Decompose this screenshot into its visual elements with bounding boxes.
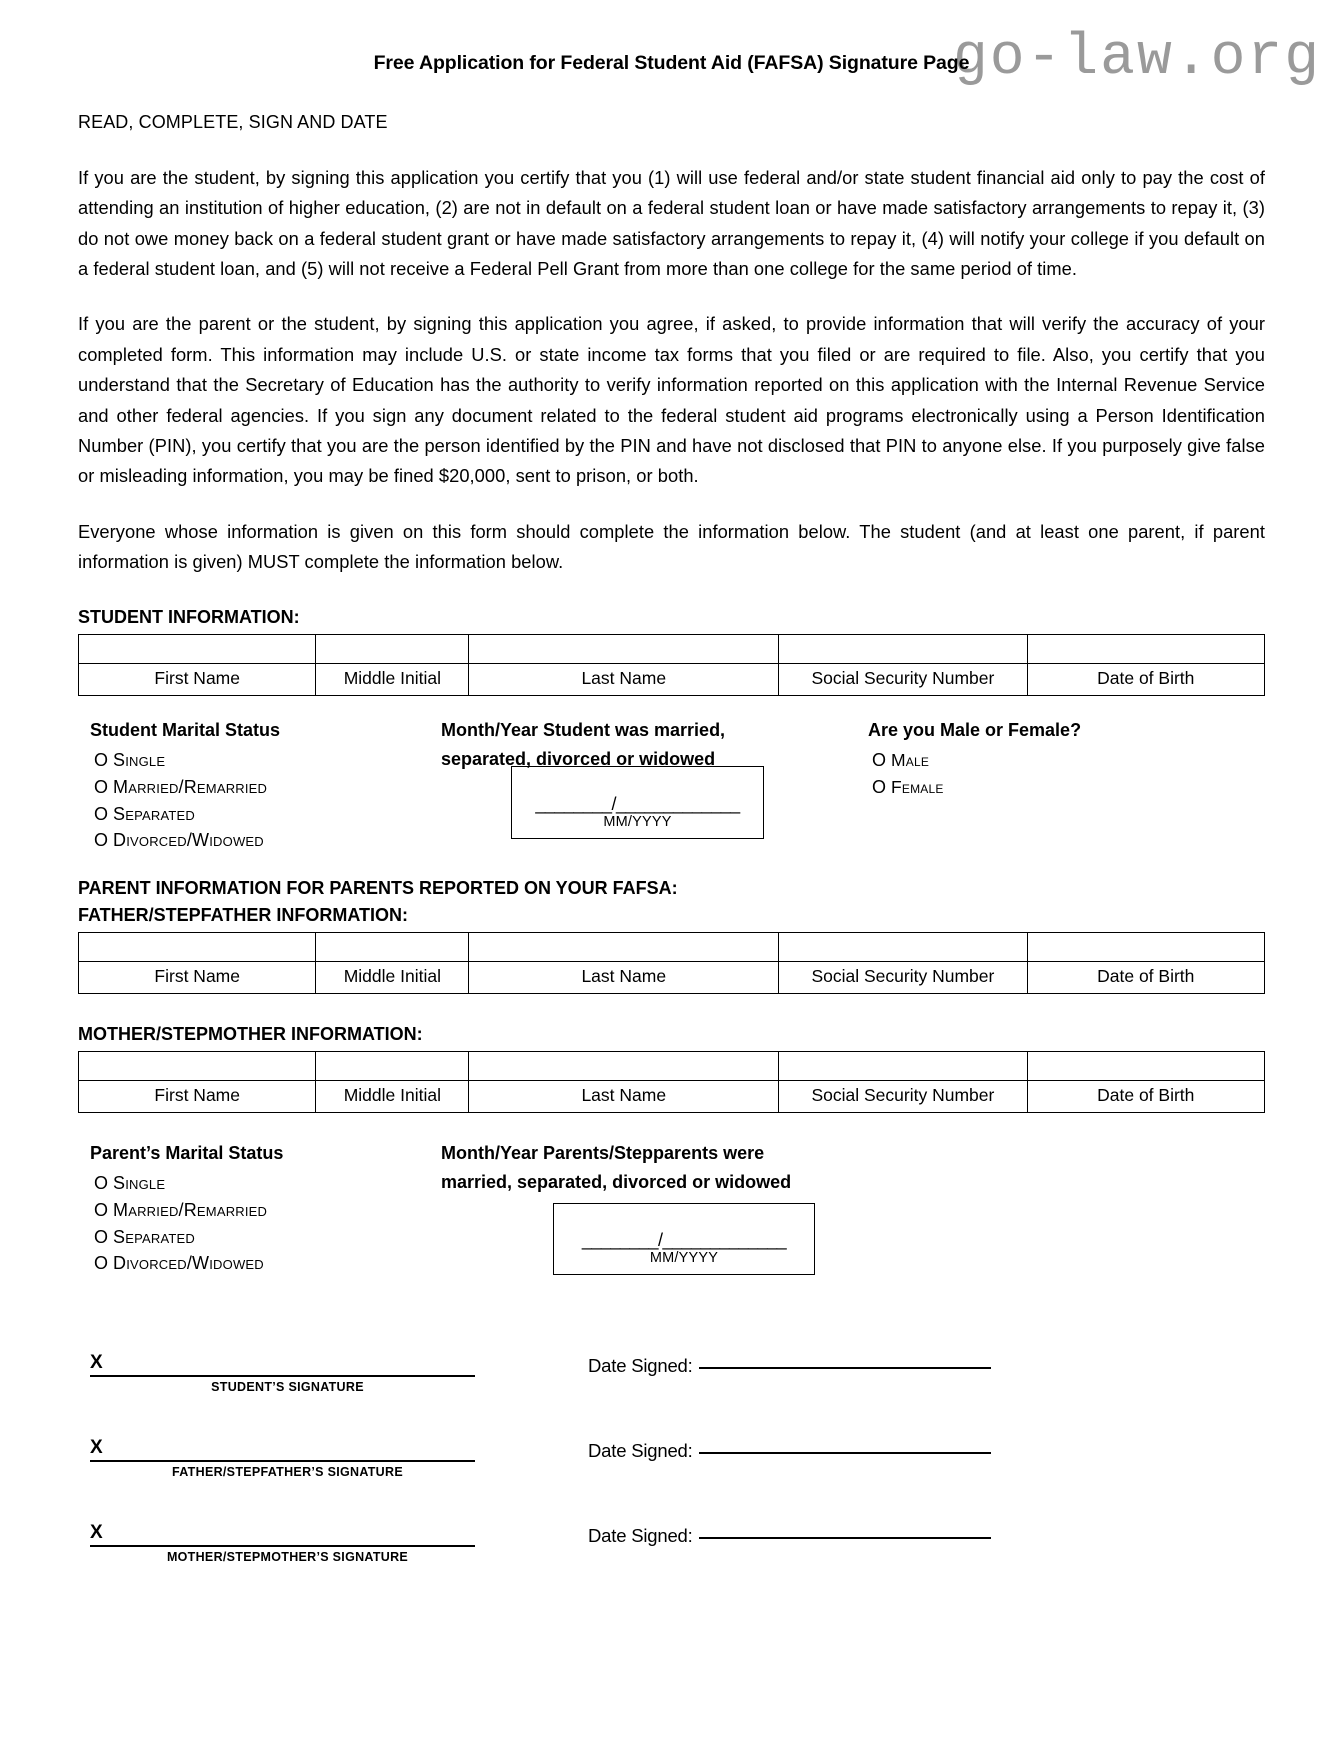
table-row	[79, 962, 1265, 994]
student-month-year-inner	[512, 795, 763, 830]
parent-marital-status-group	[90, 1141, 430, 1277]
date-signed-label: Date Signed:	[588, 1355, 693, 1377]
radio-bubble-icon: O	[872, 749, 887, 770]
father-date-signed-field[interactable]	[699, 1452, 991, 1454]
column-label-first-name: First Name	[79, 1081, 316, 1113]
option-label: Male	[891, 749, 930, 770]
column-label-last-name: Last Name	[469, 962, 779, 994]
parent-marital-option-separated[interactable]	[94, 1224, 430, 1251]
parent-month-year-inner	[554, 1231, 814, 1266]
column-label-first-name: First Name	[79, 664, 316, 696]
parent-month-year-title-line2: married, separated, divorced or widowed	[441, 1171, 792, 1192]
mother-signature-row	[78, 1523, 1265, 1608]
column-label-dob: Date of Birth	[1027, 1081, 1264, 1113]
sex-question-group	[868, 718, 1198, 800]
radio-bubble-icon: O	[94, 830, 109, 851]
instruction-subtitle: READ, COMPLETE, SIGN AND DATE	[78, 112, 388, 132]
table-row	[79, 664, 1265, 696]
parent-marital-option-married-remarried[interactable]	[94, 1197, 430, 1224]
student-month-year-format-label: MM/YYYY	[603, 814, 672, 831]
mother-signature-block	[90, 1523, 475, 1564]
student-signature-row	[78, 1353, 1265, 1438]
student-signature-block	[90, 1353, 475, 1394]
radio-bubble-icon: O	[94, 1199, 109, 1220]
mother-information-heading: MOTHER/STEPMOTHER INFORMATION:	[78, 1024, 423, 1045]
mother-date-signed-field[interactable]	[699, 1537, 991, 1539]
option-label: Female	[891, 776, 944, 797]
student-month-year-blank-line: ________/_____________	[535, 794, 740, 815]
student-month-year-group	[441, 718, 841, 831]
student-month-year-title-line1: Month/Year Student was married,	[441, 720, 726, 741]
table-row	[79, 1081, 1265, 1113]
column-label-dob: Date of Birth	[1027, 664, 1264, 696]
mother-middle-initial-input[interactable]	[316, 1052, 469, 1081]
column-label-first-name: First Name	[79, 962, 316, 994]
student-signature-caption: STUDENT’S SIGNATURE	[211, 1380, 364, 1395]
column-label-last-name: Last Name	[469, 664, 779, 696]
parent-marital-option-divorced-widowed[interactable]	[94, 1250, 430, 1277]
father-middle-initial-input[interactable]	[316, 933, 469, 962]
student-ssn-input[interactable]	[779, 635, 1027, 664]
site-watermark: go-law.org	[952, 26, 1321, 91]
column-label-ssn: Social Security Number	[779, 962, 1027, 994]
option-label: Married/Remarried	[113, 1199, 268, 1220]
mother-signature-field[interactable]: X	[90, 1523, 475, 1547]
radio-bubble-icon: O	[94, 776, 109, 797]
radio-bubble-icon: O	[872, 776, 887, 797]
mother-signature-caption: MOTHER/STEPMOTHER’S SIGNATURE	[166, 1550, 409, 1565]
date-signed-label: Date Signed:	[588, 1525, 693, 1547]
student-signature-field[interactable]: X	[90, 1353, 475, 1377]
student-marital-status-group	[90, 718, 430, 854]
radio-bubble-icon: O	[94, 803, 109, 824]
student-status-row	[78, 718, 1265, 851]
sex-option-female[interactable]	[872, 774, 1198, 801]
father-signature-caption: FATHER/STEPFATHER’S SIGNATURE	[172, 1465, 403, 1480]
mother-last-name-input[interactable]	[469, 1052, 779, 1081]
father-signature-block	[90, 1438, 475, 1479]
student-middle-initial-input[interactable]	[316, 635, 469, 664]
student-information-heading: STUDENT INFORMATION:	[78, 607, 300, 628]
student-marital-option-married-remarried[interactable]	[94, 774, 430, 801]
father-signature-row	[78, 1438, 1265, 1523]
mother-name-table	[78, 1051, 1265, 1113]
signature-area	[78, 1353, 1265, 1608]
student-month-year-title-line2: separated, divorced or widowed	[441, 748, 716, 769]
father-date-signed-block	[588, 1440, 991, 1462]
parent-month-year-group	[441, 1141, 901, 1267]
column-label-ssn: Social Security Number	[779, 664, 1027, 696]
radio-bubble-icon: O	[94, 1226, 109, 1247]
option-label: Divorced/Widowed	[113, 830, 264, 851]
page-title: Free Application for Federal Student Aid (FAFSA) Signature Page	[373, 52, 970, 74]
parent-verification-paragraph: If you are the parent or the student, by signing this application you agree, if asked, to provide information that will verify the accuracy of your completed form. This information may include U.S. or state income tax forms that you filed or are required to file. Also, you certify that you understand that the Secretary of Education has the authority to verify information reported on this application with the Internal Revenue Service and other federal agencies. If you sign any document related to the federal student aid programs electronically using a Person Identification Number (PIN), you certify that you are the person identified by the PIN and have not disclosed that PIN to anyone else. If you purposely give false or misleading information, you may be fined $20,000, sent to prison, or both.	[78, 313, 1265, 487]
father-first-name-input[interactable]	[79, 933, 316, 962]
father-information-heading: FATHER/STEPFATHER INFORMATION:	[78, 905, 408, 926]
mother-ssn-input[interactable]	[779, 1052, 1027, 1081]
mother-first-name-input[interactable]	[79, 1052, 316, 1081]
student-marital-status-title: Student Marital Status	[90, 720, 281, 741]
student-first-name-input[interactable]	[79, 635, 316, 664]
parent-marital-status-title: Parent’s Marital Status	[90, 1143, 284, 1164]
table-row	[79, 933, 1265, 962]
father-name-table	[78, 932, 1265, 994]
sex-question-title: Are you Male or Female?	[868, 720, 1082, 741]
option-label: Separated	[113, 803, 195, 824]
mother-dob-input[interactable]	[1027, 1052, 1264, 1081]
student-marital-option-divorced-widowed[interactable]	[94, 827, 430, 854]
student-dob-input[interactable]	[1027, 635, 1264, 664]
parent-marital-option-single[interactable]	[94, 1170, 430, 1197]
column-label-last-name: Last Name	[469, 1081, 779, 1113]
student-marital-option-separated[interactable]	[94, 801, 430, 828]
table-row	[79, 635, 1265, 664]
column-label-dob: Date of Birth	[1027, 962, 1264, 994]
parent-status-row	[78, 1141, 1265, 1291]
radio-bubble-icon: O	[94, 749, 109, 770]
mother-date-signed-block	[588, 1525, 991, 1547]
column-label-middle-initial: Middle Initial	[316, 1081, 469, 1113]
table-row	[79, 1052, 1265, 1081]
student-date-signed-block	[588, 1355, 991, 1377]
student-month-year-input-box[interactable]	[511, 766, 764, 839]
student-last-name-input[interactable]	[469, 635, 779, 664]
radio-bubble-icon: O	[94, 1253, 109, 1274]
parent-month-year-input-box[interactable]	[553, 1203, 815, 1275]
sex-option-male[interactable]	[872, 747, 1198, 774]
student-marital-option-single[interactable]	[94, 747, 430, 774]
parent-month-year-format-label: MM/YYYY	[649, 1250, 719, 1267]
column-label-middle-initial: Middle Initial	[316, 664, 469, 696]
parent-information-heading: PARENT INFORMATION FOR PARENTS REPORTED ON YOUR FAFSA:	[78, 878, 678, 899]
father-ssn-input[interactable]	[779, 933, 1027, 962]
option-label: Divorced/Widowed	[113, 1253, 264, 1274]
parent-month-year-title-line1: Month/Year Parents/Stepparents were	[441, 1143, 765, 1164]
option-label: Single	[113, 749, 166, 770]
student-certification-paragraph: If you are the student, by signing this application you certify that you (1) will use federal and/or state student financial aid only to pay the cost of attending an institution of higher education, (2) are not in default on a federal student loan or have made satisfactory arrangements to repay it, (3) do not owe money back on a federal student grant or have made satisfactory arrangements to repay it, (4) will notify your college if you default on a federal student loan, and (5) will not receive a Federal Pell Grant from more than one college for the same period of time.	[78, 167, 1265, 280]
father-dob-input[interactable]	[1027, 933, 1264, 962]
option-label: Separated	[113, 1226, 195, 1247]
student-name-table	[78, 634, 1265, 696]
radio-bubble-icon: O	[94, 1172, 109, 1193]
student-date-signed-field[interactable]	[699, 1367, 991, 1369]
option-label: Married/Remarried	[113, 776, 268, 797]
completion-instruction-paragraph: Everyone whose information is given on this form should complete the information below. The student (and at least one parent, if parent information is given) MUST complete the information below.	[78, 520, 1265, 572]
option-label: Single	[113, 1172, 166, 1193]
father-signature-field[interactable]: X	[90, 1438, 475, 1462]
date-signed-label: Date Signed:	[588, 1440, 693, 1462]
father-last-name-input[interactable]	[469, 933, 779, 962]
column-label-ssn: Social Security Number	[779, 1081, 1027, 1113]
column-label-middle-initial: Middle Initial	[316, 962, 469, 994]
parent-month-year-blank-line: ________/_____________	[581, 1230, 787, 1251]
